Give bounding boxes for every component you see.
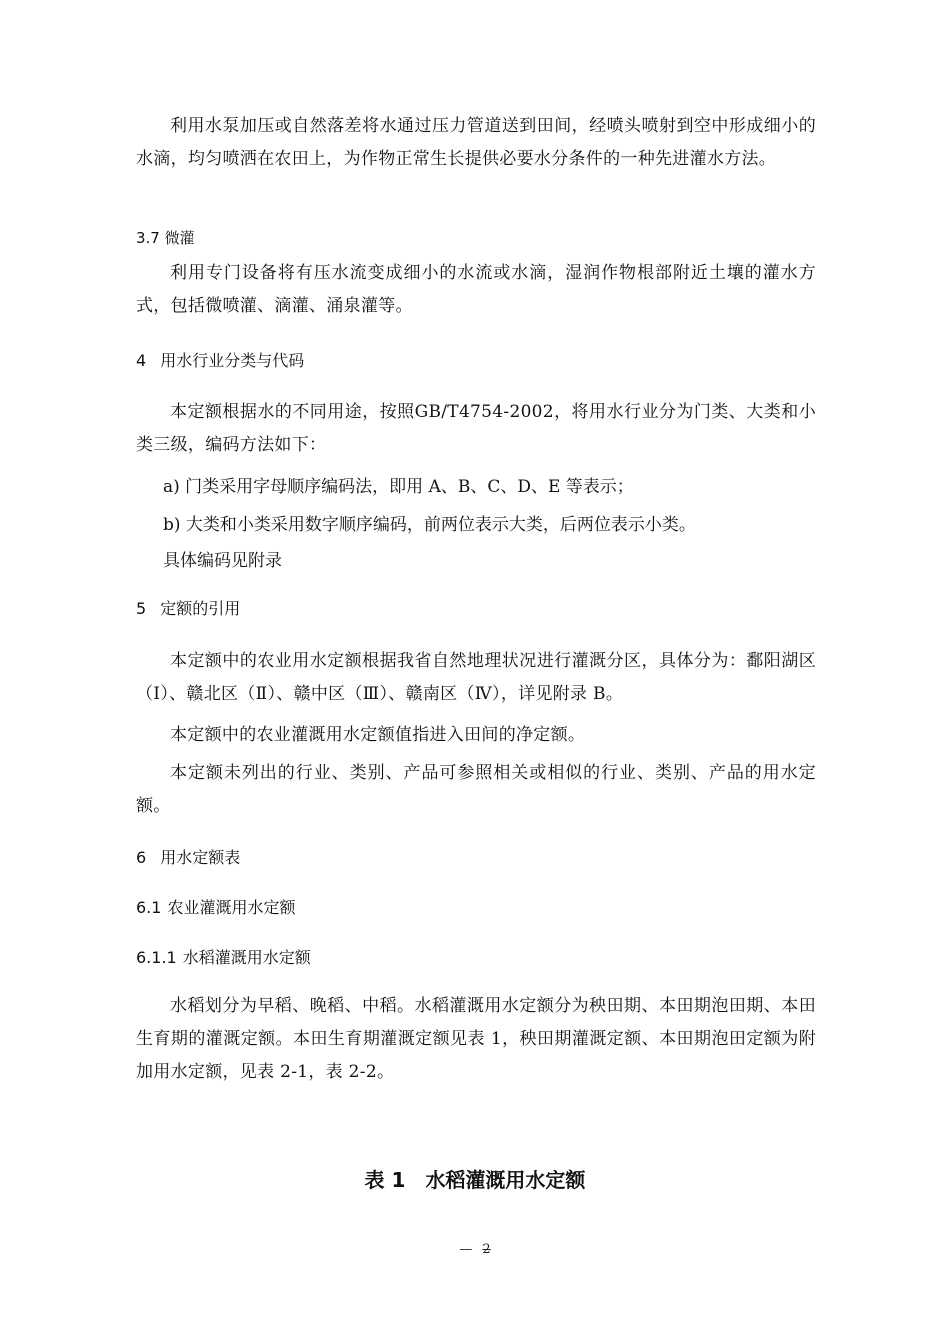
section-title: 定额的引用 [160,599,241,618]
section-number: 6.1 [136,898,162,917]
paragraph-unlisted-industries: 本定额未列出的行业、类别、产品可参照相关或相似的行业、类别、产品的用水定额。 [136,763,816,816]
footer-dash: — [459,1242,473,1257]
section-heading-5 [136,597,240,621]
section-title: 用水行业分类与代码 [160,351,305,370]
page-number: 2 [482,1242,491,1257]
section-heading-6 [136,846,240,870]
section-number: 6.1.1 [136,948,177,967]
section-heading-6-1 [136,896,295,920]
section-title: 农业灌溉用水定额 [167,898,296,917]
section-heading-4 [136,349,304,373]
paragraph-sprinkler-definition: 利用水泵加压或自然落差将水通过压力管道送到田间，经喷头喷射到空中形成细小的水滴，均匀喷洒在农田上，为作物正常生长提供必要水分条件的一种先进灌水方法。 [136,116,816,169]
table-title-text: 水稻灌溉用水定额 [425,1168,586,1192]
section-heading-6-1-1 [136,946,311,970]
section-number: 6 [136,848,147,867]
paragraph-rice-irrigation: 水稻划分为早稻、晚稻、中稻。水稻灌溉用水定额分为秧田期、本田期泡田期、本田生育期的灌溉定额。本田生育期灌溉定额见表 1，秧田期灌溉定额、本田期泡田定额为附加用水定额，见表 2-1，表 2-2。 [136,996,816,1082]
section-number: 4 [136,351,147,370]
section-title: 水稻灌溉用水定额 [182,948,311,967]
section-title: 用水定额表 [160,848,241,867]
paragraph-quota-reference: 本定额中的农业用水定额根据我省自然地理状况进行灌溉分区，具体分为：鄱阳湖区（Ⅰ）、赣北区（Ⅱ）、赣中区（Ⅲ）、赣南区（Ⅳ），详见附录 B。 [136,651,816,704]
table-title [0,1164,950,1193]
section-heading-3-7: 3.7 微灌 [136,229,195,247]
section-number: 5 [136,599,147,618]
table-number: 表 1 [364,1168,406,1192]
paragraph-micro-irrigation-definition: 利用专门设备将有压水流变成细小的水流或水滴，湿润作物根部附近土壤的灌水方式，包括微喷灌、滴灌、涌泉灌等。 [136,263,816,316]
page-footer [0,1242,950,1257]
list-item-a: a) 门类采用字母顺序编码法，即用 A、B、C、D、E 等表示； [163,477,634,497]
paragraph-net-quota: 本定额中的农业灌溉用水定额值指进入田间的净定额。 [170,725,586,745]
paragraph-industry-classification: 本定额根据水的不同用途，按照GB/T4754-2002，将用水行业分为门类、大类和小类三级，编码方法如下： [136,402,816,455]
paragraph-code-appendix: 具体编码见附录 [163,551,282,571]
list-item-b: b) 大类和小类采用数字顺序编码，前两位表示大类，后两位表示小类。 [163,515,696,535]
